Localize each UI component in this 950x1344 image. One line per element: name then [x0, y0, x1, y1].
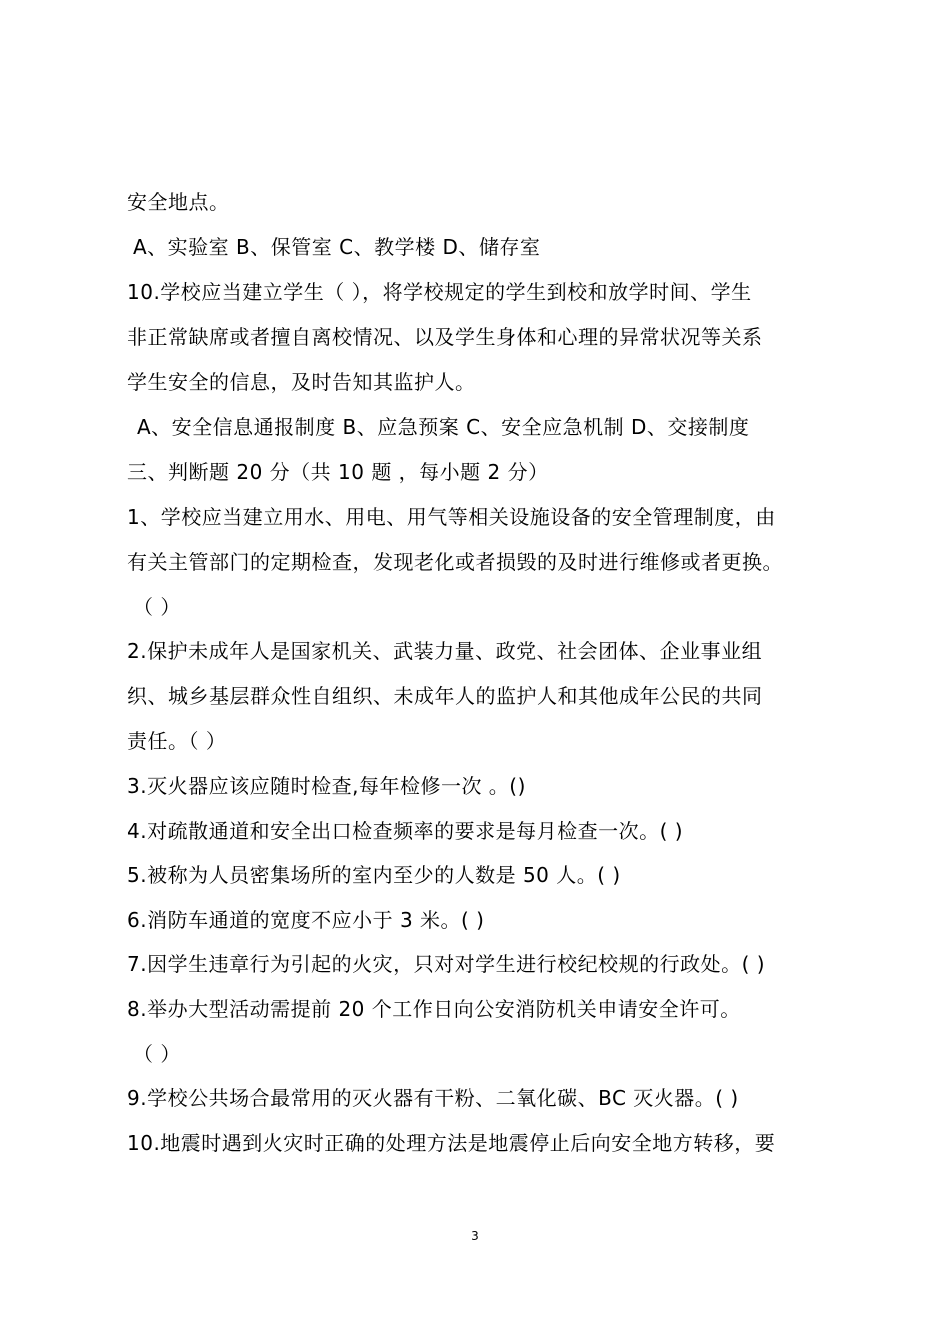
judgment-4: 4.对疏散通道和安全出口检查频率的要求是每月检查一次。( ): [127, 819, 684, 843]
question-10-options: A、安全信息通报制度 B、应急预案 C、安全应急机制 D、交接制度: [137, 415, 750, 439]
text-line: 非正常缺席或者擅自离校情况、以及学生身体和心理的异常状况等关系: [127, 325, 763, 349]
judgment-7: 7.因学生违章行为引起的火灾，只对对学生进行校纪校规的行政处。( ): [127, 952, 766, 976]
judgment-8: 8.举办大型活动需提前 20 个工作日向公安消防机关申请安全许可。: [127, 997, 741, 1021]
judgment-3: 3.灭火器应该应随时检查,每年检修一次 。(): [127, 774, 526, 798]
text-line: 织、城乡基层群众性自组织、未成年人的监护人和其他成年公民的共同: [127, 684, 763, 708]
text-line: 责任。（ ）: [127, 729, 227, 753]
text-line: 学生安全的信息，及时告知其监护人。: [127, 370, 476, 394]
answer-blank: （ ）: [133, 1042, 181, 1066]
text-line: 有关主管部门的定期检查，发现老化或者损毁的及时进行维修或者更换。: [127, 550, 783, 574]
judgment-9: 9.学校公共场合最常用的灭火器有干粉、二氧化碳、BC 灭火器。( ): [127, 1086, 739, 1110]
page-number: 3: [471, 1229, 479, 1243]
question-9-options: A、实验室 B、保管室 C、教学楼 D、储存室: [133, 235, 541, 259]
judgment-2: 2.保护未成年人是国家机关、武装力量、政党、社会团体、企业事业组: [127, 639, 763, 663]
section-heading: 三、判断题 20 分（共 10 题 ，每小题 2 分）: [127, 460, 549, 484]
judgment-6: 6.消防车通道的宽度不应小于 3 米。( ): [127, 908, 485, 932]
question-10-stem: 10.学校应当建立学生（ ），将学校规定的学生到校和放学时间、学生: [127, 280, 752, 304]
judgment-1: 1、学校应当建立用水、用电、用气等相关设施设备的安全管理制度，由: [127, 505, 776, 529]
judgment-5: 5.被称为人员密集场所的室内至少的人数是 50 人。( ): [127, 863, 621, 887]
text-line: 安全地点。: [127, 190, 230, 214]
answer-blank: （ ）: [133, 595, 181, 619]
judgment-10: 10.地震时遇到火灾时正确的处理方法是地震停止后向安全地方转移，要: [127, 1131, 776, 1155]
